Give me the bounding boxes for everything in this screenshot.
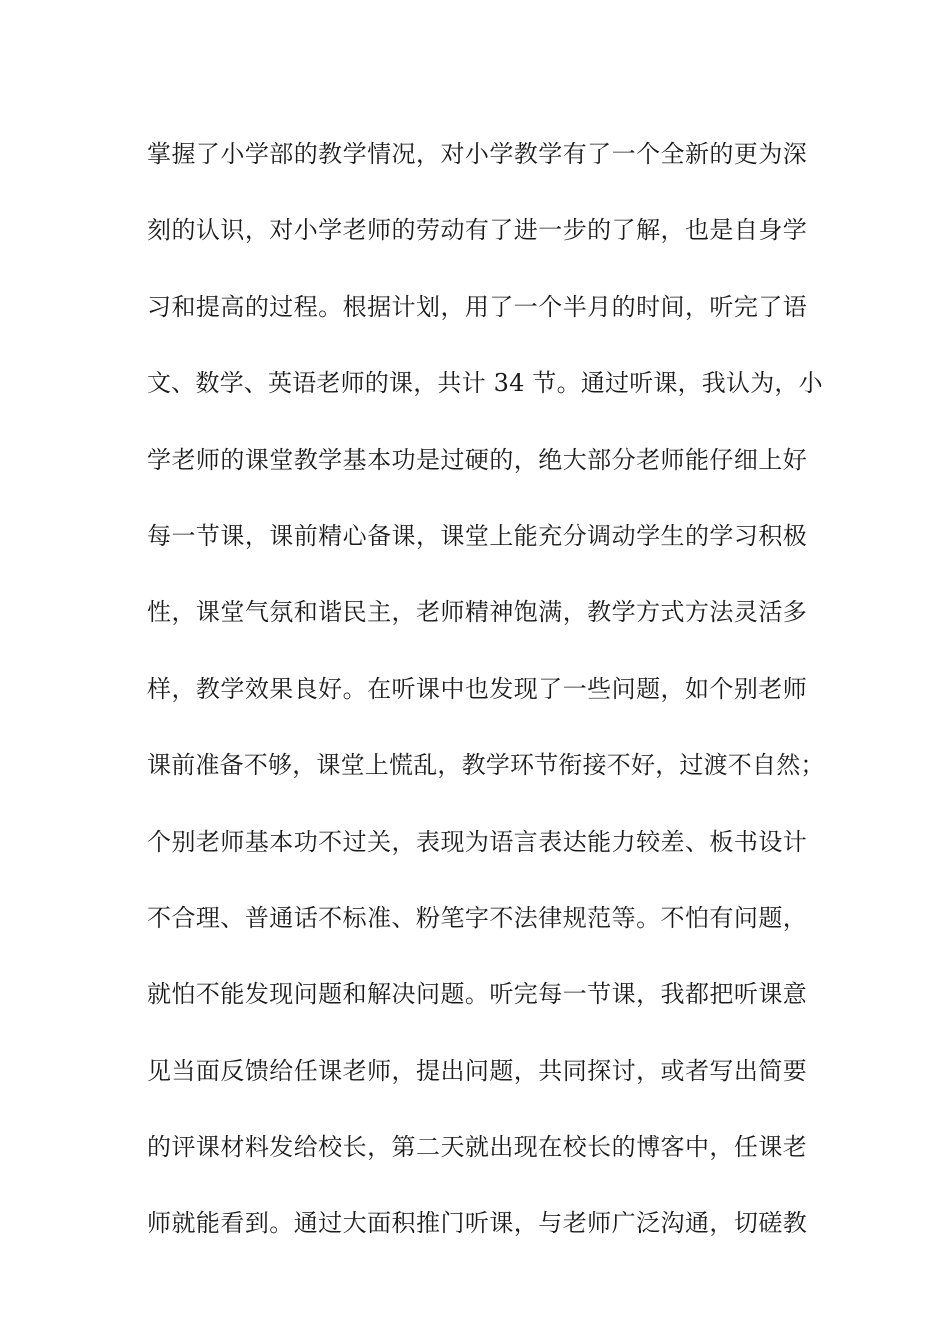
text-line: 掌握了小学部的教学情况，对小学教学有了一个全新的更为深 [147, 140, 807, 168]
text-line: 学老师的课堂教学基本功是过硬的，绝大部分老师能仔细上好 [147, 445, 807, 474]
body-text [147, 130, 825, 1276]
text-line: 师就能看到。通过大面积推门听课，与老师广泛沟通，切磋教 [147, 1209, 807, 1238]
text-line: 刻的认识，对小学老师的劳动有了进一步的了解，也是自身学 [147, 216, 807, 245]
text-line: 的评课材料发给校长，第二天就出现在校长的博客中，任课老 [147, 1133, 807, 1162]
text-line: 见当面反馈给任课老师，提出问题，共同探讨，或者写出简要 [147, 1056, 807, 1085]
text-line: 个别老师基本功不过关，表现为语言表达能力较差、板书设计 [147, 827, 807, 856]
text-line: 不合理、普通话不标准、粉笔字不法律规范等。不怕有问题， [147, 903, 807, 932]
text-line: 性，课堂气氛和谐民主，老师精神饱满，教学方式方法灵活多 [147, 598, 807, 627]
text-line: 课前准备不够，课堂上慌乱，教学环节衔接不好，过渡不自然； [147, 751, 825, 780]
text-line: 样，教学效果良好。在听课中也发现了一些问题，如个别老师 [147, 674, 807, 703]
text-line: 文、数学、英语老师的课，共计 34 节。通过听课，我认为，小 [147, 369, 823, 398]
text-line: 就怕不能发现问题和解决问题。听完每一节课，我都把听课意 [147, 980, 807, 1009]
text-line: 习和提高的过程。根据计划，用了一个半月的时间，听完了语 [147, 292, 807, 321]
text-line: 每一节课，课前精心备课，课堂上能充分调动学生的学习积极 [147, 521, 807, 550]
